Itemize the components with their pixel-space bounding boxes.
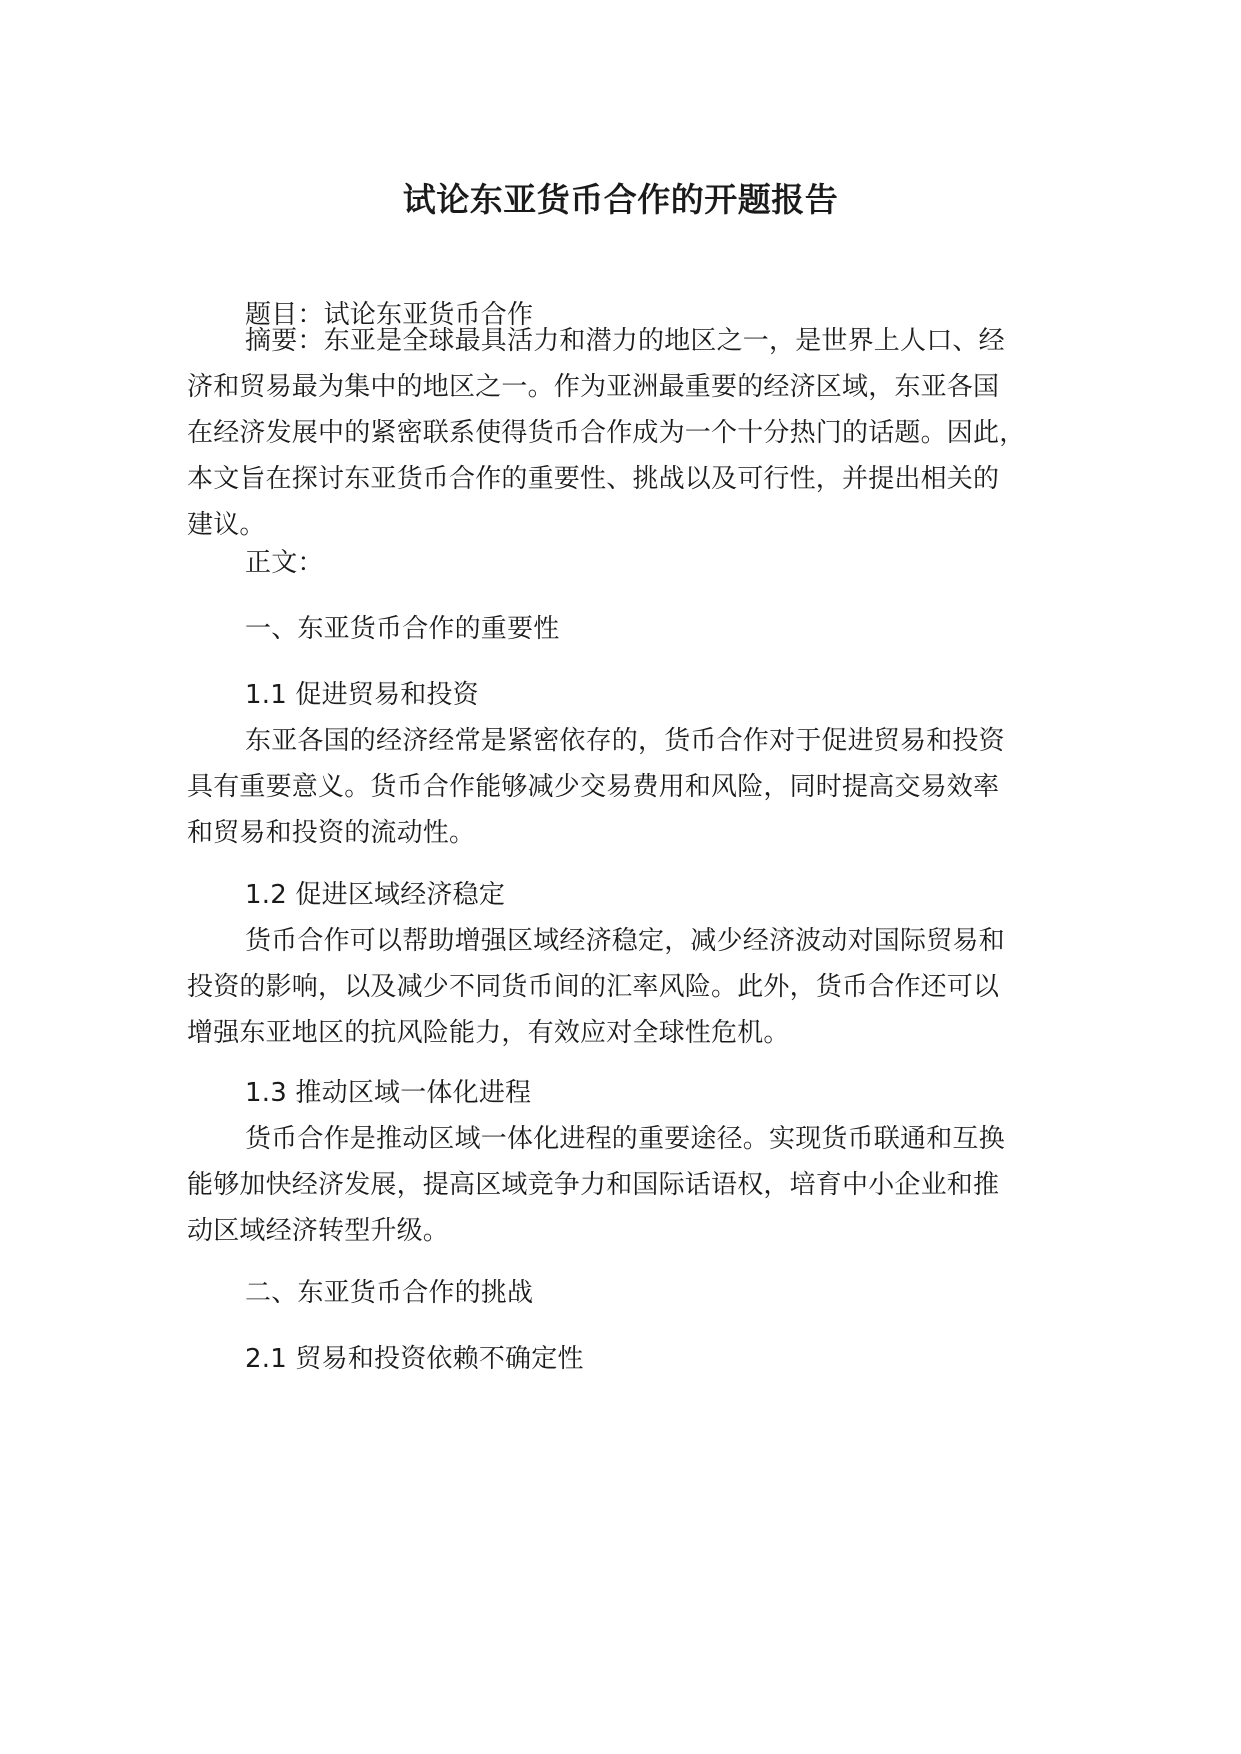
paragraph-abstract [187,318,1067,548]
paragraph-1-2 [187,918,1067,1056]
text-line: 摘要：东亚是全球最具活力和潜力的地区之一，是世界上人口、经 [245,326,1005,356]
section-heading-1 [187,606,1067,652]
text-line: 二、东亚货币合作的挑战 [245,1278,534,1308]
text-line: 投资的影响，以及减少不同货币间的汇率风险。此外，货币合作还可以 [187,972,1000,1002]
text-line: 题目：试论东亚货币合作 [245,300,534,330]
text-line: 1.1 促进贸易和投资 [245,680,479,710]
document-title: 试论东亚货币合作的开题报告 [402,180,839,219]
text-line: 一、东亚货币合作的重要性 [245,614,560,644]
subsection-heading-1-3 [187,1070,1067,1116]
text-line: 建议。 [187,510,266,540]
paragraph-body-label [187,540,1067,586]
subsection-heading-1-2 [187,872,1067,918]
text-line: 动区域经济转型升级。 [187,1216,450,1246]
section-heading-2 [187,1270,1067,1316]
text-line: 1.2 促进区域经济稳定 [245,880,506,910]
text-line: 济和贸易最为集中的地区之一。作为亚洲最重要的经济区域，东亚各国 [187,372,1000,402]
text-line: 和贸易和投资的流动性。 [187,818,476,848]
text-line: 正文： [245,548,324,578]
text-line: 在经济发展中的紧密联系使得货币合作成为一个十分热门的话题。因此， [187,418,1026,448]
text-line: 货币合作可以帮助增强区域经济稳定，减少经济波动对国际贸易和 [245,926,1005,956]
text-line: 货币合作是推动区域一体化进程的重要途径。实现货币联通和互换 [245,1124,1005,1154]
subsection-heading-1-1 [187,672,1067,718]
text-line: 具有重要意义。货币合作能够减少交易费用和风险，同时提高交易效率 [187,772,1000,802]
text-line: 增强东亚地区的抗风险能力，有效应对全球性危机。 [187,1018,790,1048]
paragraph-1-3 [187,1116,1067,1254]
text-line: 能够加快经济发展，提高区域竞争力和国际话语权，培育中小企业和推 [187,1170,1000,1200]
subsection-heading-2-1 [187,1336,1067,1382]
text-line: 1.3 推动区域一体化进程 [245,1078,532,1108]
text-line: 东亚各国的经济经常是紧密依存的，货币合作对于促进贸易和投资 [245,726,1005,756]
text-line: 2.1 贸易和投资依赖不确定性 [245,1344,584,1374]
paragraph-1-1 [187,718,1067,856]
text-line: 本文旨在探讨东亚货币合作的重要性、挑战以及可行性，并提出相关的 [187,464,1000,494]
